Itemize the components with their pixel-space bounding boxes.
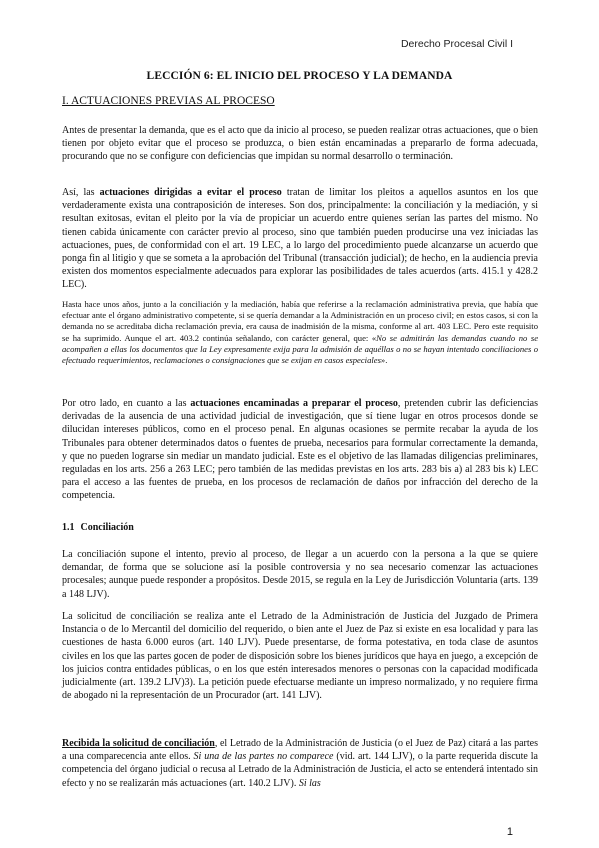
text-run: Por otro lado, en cuanto a las <box>62 398 191 409</box>
paragraph-text: Antes de presentar la demanda, que es el acto que da inicio al proceso, se pueden realizar otras actuaciones, que o bien tienen por objeto evitar que el proceso se produzca, o bien están encaminadas a prepararlo de forma adecuada, procurando que no se configure con deficiencias que impidan su normal desarrollo o terminación. <box>62 125 538 163</box>
text-run: (vid. art. 144 LJV), o la parte requerida discute la competencia del órgano judicial o recusa al Letrado de la Administración de Justicia, el acto se entenderá intentado sin efecto y no se realizarán más actuaciones (art. 140.2 LJV). <box>62 751 538 789</box>
italic-run: Si una de las partes no comparece <box>193 751 334 763</box>
text-run: Hasta hace unos años, junto a la conciliación y la mediación, había que referirse a la reclamación administrativa previa, que había que efectuar ante el órgano administrativo competente, si se quería demandar a la Administración en un proceso civil; en estos casos, si con la demanda no se acreditaba dicha reclamación previa, era causa de inadmisión de la misma, conforme al art. 403 LEC. Pero este requisito se ha suprimido. Aunque el art. 403.2 continúa señalando, con carácter general, que: « <box>62 299 538 343</box>
running-header: Derecho Procesal Civil I <box>400 38 513 50</box>
paragraph-prepare-process <box>62 397 538 503</box>
paragraph-administrative-claim <box>62 299 538 366</box>
italic-run: Si las <box>298 777 321 789</box>
paragraph-conciliation-received <box>62 737 538 790</box>
text-run: tratan de limitar los pleitos a aquellos asuntos en los que verdaderamente exista una contraposición de intereses. Son dos, principalmente: la conciliación y la mediación, y si resultan exitosas, evitan el pleito por la vía de propiciar un acuerdo entre quienes serían las partes del mismo. No tienen cabida únicamente con carácter previo al proceso, sino que también pueden producirse una vez iniciadas las actuaciones, pues, de conformidad con el art. 19 LEC, a lo largo del procedimiento puede alcanzarse un acuerdo que ponga fin al litigio y que se someta a la aprobación del Tribunal (transacción judicial); de hecho, en la audiencia previa existen dos momentos especialmente adecuados para explorar las posibilidades de tales acuerdos (arts. 415.1 y 428.2 LEC). <box>62 187 539 291</box>
paragraph-conciliation-def <box>62 548 538 601</box>
subsection-heading <box>62 522 134 533</box>
text-run: , pretenden cubrir las deficiencias derivadas de la ausencia de una actividad judicial de investigación, que sí tiene lugar en otros procesos donde se dilucidan intereses públicos, como en el proceso penal. En algunas ocasiones se permite recabar la ayuda de los Tribunales para obtener determinados datos o fuentes de prueba, necesarios para formular correctamente la demanda, y que no pueden lograrse sin mediar un mandato judicial. Este es el objetivo de las llamadas diligencias preliminares, reguladas en los arts. 256 a 263 LEC; pero también de las medidas previstas en los arts. 283 bis a) al 283 bis k) LEC para el acceso a las fuentes de prueba, en los procesos de reclamación de daños por infracción del derecho de la competencia. <box>62 398 538 502</box>
paragraph-text: La conciliación supone el intento, previo al proceso, de llegar a un acuerdo con la persona a la que se quiere demandar, de forma que se solucione así la posible controversia y no sea necesario comenzar las actuaciones procesales; aunque puede responder a propósitos. Desde 2015, se regula en la Ley de Jurisdicción Voluntaria (arts. 139 a 148 LJV). <box>62 549 538 600</box>
page-number: 1 <box>506 826 513 838</box>
lesson-title: LECCIÓN 6: EL INICIO DEL PROCESO Y LA DEMANDA <box>146 70 453 82</box>
bold-term: Recibida la solicitud de conciliación <box>62 738 215 749</box>
subsection-number: 1.1 <box>62 522 75 533</box>
text-run: Así, las <box>62 187 100 198</box>
subsection-label: Conciliación <box>80 522 134 533</box>
section-heading: I. ACTUACIONES PREVIAS AL PROCESO <box>62 95 275 107</box>
paragraph-text: La solicitud de conciliación se realiza ante el Letrado de la Administración de Justicia del Juzgado de Primera Instancia o de lo Mercantil del domicilio del requerido, o bien ante el Juez de Paz si existe en esa localidad y para las cuestiones de hasta 6.000 euros (art. 140 LJV). Puede presentarse, de forma potestativa, en toda clase de asuntos civiles en los que las partes gocen de poder de disposición sobre los bienes jurídicos que haya en juego, a excepción de los juicios contra entidades públicas, o en los que estén interesados menores o personas con la capacidad modificada judicialmente (art. 139.2 LJV)3). La petición puede efectuarse mediante un impreso normalizado, y no requiere firma de abogado ni la representación de un Procurador (art. 141 LJV). <box>62 611 538 702</box>
paragraph-conciliation-request <box>62 610 538 702</box>
text-run: ». <box>380 355 388 366</box>
text-run: , el Letrado de la Administración de Justicia (o el Juez de Paz) citará a las partes a una comparecencia ante ellos. <box>62 738 538 763</box>
quote-italic: No se admitirán las demandas cuando no se acompañen a ellas los documentos que la Ley expresamente exija para la admisión de aquéllas o no se hayan intentado conciliaciones o efectuado requerimientos, reclamaciones o consignaciones que se exijan en casos especiales <box>62 332 539 366</box>
bold-term: actuaciones encaminadas a preparar el proceso <box>190 398 398 409</box>
paragraph-avoid-process <box>62 186 538 292</box>
bold-term: actuaciones dirigidas a evitar el proceso <box>99 187 282 198</box>
paragraph-intro <box>62 124 538 164</box>
